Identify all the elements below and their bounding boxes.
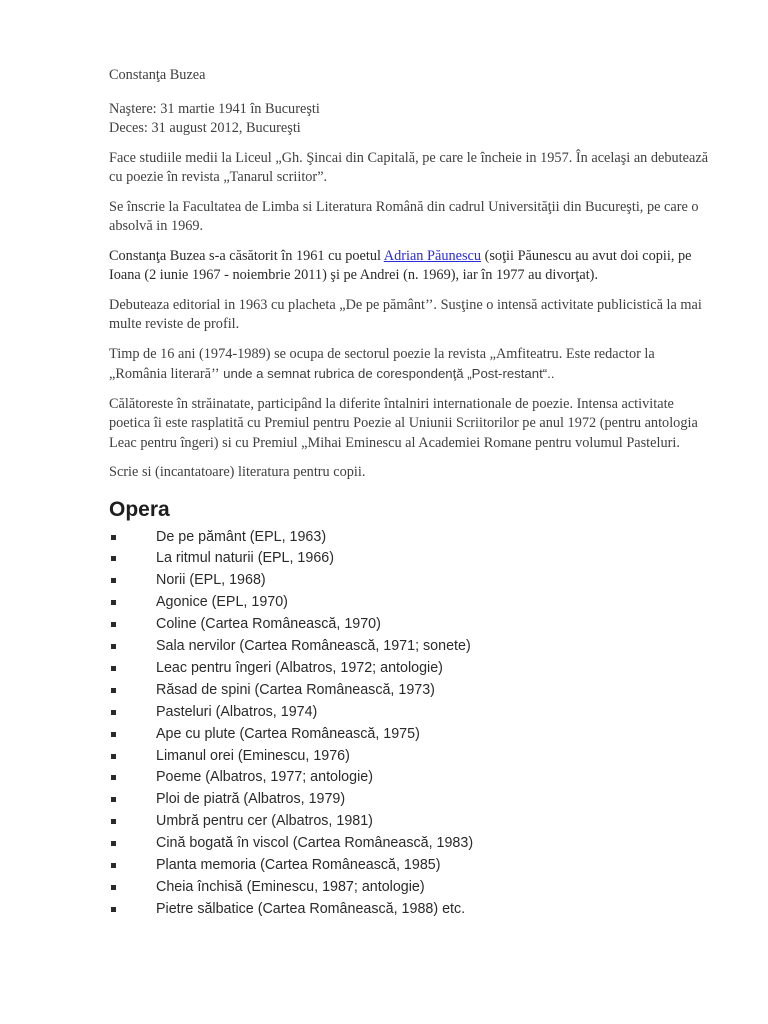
work-list-item (109, 570, 709, 592)
square-bullet-icon (111, 644, 116, 649)
document-page (109, 66, 709, 921)
work-title: Umbră pentru cer (Albatros, 1981) (156, 813, 373, 830)
work-list-item (109, 548, 709, 570)
square-bullet-icon (111, 535, 116, 540)
work-list-item (109, 767, 709, 789)
paragraph-marriage (109, 247, 709, 286)
work-list-item (109, 855, 709, 877)
paragraph-travels: Călătoreste în străinatate, participând la diferite întalniri internationale de poezie. Intensa activitate poetica îi este rasplatită cu Premiul pentru Poezie al Uniunii Scriitorilor pe anul 1972 (pentru antologia Leac pentru îngeri) si cu Premiul „Mihai Eminescu al Academiei Romane pentru volumul Pasteluri. (109, 395, 698, 451)
work-list-item (109, 877, 709, 899)
work-list-item (109, 833, 709, 855)
square-bullet-icon (111, 710, 116, 715)
square-bullet-icon (111, 556, 116, 561)
square-bullet-icon (111, 797, 116, 802)
work-title: Planta memoria (Cartea Românească, 1985) (156, 857, 441, 874)
work-title: Leac pentru îngeri (Albatros, 1972; antologie) (156, 659, 443, 676)
work-title: Cheia închisă (Eminescu, 1987; antologie) (156, 879, 425, 895)
work-list-item (109, 899, 709, 921)
document-title: Constanţa Buzea (109, 67, 206, 83)
work-list-item (109, 746, 709, 768)
work-list-item (109, 680, 709, 702)
work-list-item (109, 592, 709, 614)
paragraph-university: Se înscrie la Facultatea de Limba si Literatura Română din cadrul Universităţii din Bucureşti, pe care o absolvă in 1969. (109, 198, 699, 234)
marriage-text-end: (soţii Păunescu au avut doi copii, pe Ioana (2 iunie 1967 - noiembrie 2011) şi pe Andrei (n. 1969), iar în 1977 au divorţat). (109, 247, 692, 283)
work-title: De pe pământ (EPL, 1963) (156, 528, 327, 545)
work-list-item (109, 527, 709, 549)
square-bullet-icon (111, 666, 116, 671)
work-list-item (109, 702, 709, 724)
work-title: Coline (Cartea Românească, 1970) (156, 616, 381, 633)
paragraph-debut: Debuteaza editorial in 1963 cu placheta „De pe pământ’’. Susţine o intensă activitate publicistică la mai multe reviste de profil. (109, 296, 702, 332)
work-title: Limanul orei (Eminescu, 1976) (156, 747, 350, 764)
square-bullet-icon (111, 885, 116, 890)
editor-text-serif: Timp de 16 ani (1974-1989) se ocupa de sectorul poezie la revista „Amfiteatru. Este redactor la „România literară’’ (109, 345, 655, 382)
paragraph-studies: Face studiile medii la Liceul „Gh. Şincai din Capitală, pe care le încheie in 1957. În acelaşi an debutează cu poezie în revista „Tanarul scriitor”. (109, 149, 709, 185)
work-title: Poeme (Albatros, 1977; antologie) (156, 769, 373, 786)
adrian-paunescu-link[interactable]: Adrian Păunescu (383, 247, 482, 264)
works-list (109, 527, 709, 921)
work-list-item (109, 636, 709, 658)
editor-text-sans: unde a semnat rubrica de corespondenţă „Post-restant“.. (219, 366, 555, 381)
work-title: Răsad de spini (Cartea Românească, 1973) (156, 681, 435, 698)
work-title: Pasteluri (Albatros, 1974) (156, 703, 318, 720)
paragraph-children: Scrie si (incantatoare) literatura pentru copii. (109, 464, 366, 480)
square-bullet-icon (111, 841, 116, 846)
work-title: La ritmul naturii (EPL, 1966) (156, 550, 334, 567)
work-list-item (109, 789, 709, 811)
opera-heading: Opera (109, 497, 170, 521)
death-line: Deces: 31 august 2012, Bucureşti (109, 120, 301, 136)
square-bullet-icon (111, 622, 116, 627)
work-title: Cină bogată în viscol (Cartea Românească, 1983) (156, 835, 474, 852)
work-list-item (109, 811, 709, 833)
square-bullet-icon (111, 688, 116, 693)
square-bullet-icon (111, 907, 116, 912)
paragraph-editor (109, 345, 709, 385)
work-list-item (109, 658, 709, 680)
work-list-item (109, 614, 709, 636)
work-title: Norii (EPL, 1968) (156, 572, 266, 589)
life-dates (109, 100, 709, 139)
work-title: Pietre sălbatice (Cartea Românească, 1988) etc. (156, 900, 466, 917)
square-bullet-icon (111, 819, 116, 824)
square-bullet-icon (111, 754, 116, 759)
work-title: Agonice (EPL, 1970) (156, 594, 288, 611)
birth-line: Naştere: 31 martie 1941 în Bucureşti (109, 100, 320, 117)
square-bullet-icon (111, 775, 116, 780)
square-bullet-icon (111, 578, 116, 583)
square-bullet-icon (111, 732, 116, 737)
work-list-item (109, 724, 709, 746)
square-bullet-icon (111, 863, 116, 868)
marriage-text-start: Constanţa Buzea s-a căsătorit în 1961 cu poetul (109, 247, 384, 264)
work-title: Ape cu plute (Cartea Românească, 1975) (156, 725, 420, 742)
work-title: Sala nervilor (Cartea Românească, 1971; sonete) (156, 638, 471, 655)
work-title: Ploi de piatră (Albatros, 1979) (156, 791, 346, 808)
square-bullet-icon (111, 600, 116, 605)
